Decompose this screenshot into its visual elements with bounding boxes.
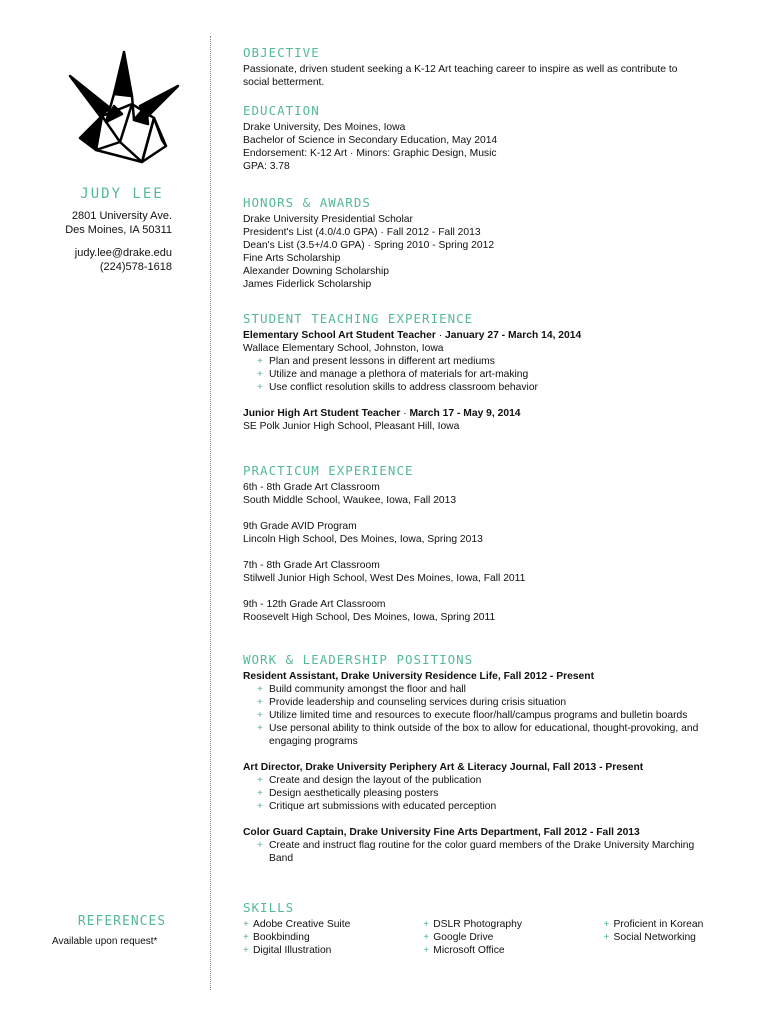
practicum-title: 6th - 8th Grade Art Classroom	[243, 482, 380, 493]
job-title-text: Elementary School Art Student Teacher	[243, 330, 436, 341]
list-item: + Utilize limited time and resources to execute floor/hall/campus programs and bulletin boards	[243, 709, 723, 722]
practicum-title: 7th - 8th Grade Art Classroom	[243, 560, 380, 571]
skill-item: + Digital Illustration	[243, 944, 423, 957]
job-dates: January 27 - March 14, 2014	[444, 330, 582, 341]
education-line: Endorsement: K-12 Art · Minors: Graphic Design, Music	[243, 148, 497, 159]
skills-list	[243, 918, 723, 957]
list-item: + Utilize and manage a plethora of materials for art-making	[243, 368, 723, 381]
list-item: + Use conflict resolution skills to address classroom behavior	[243, 381, 723, 394]
skill-item: + Bookbinding	[243, 931, 423, 944]
honors-line: Alexander Downing Scholarship	[243, 266, 389, 277]
practicum-place: Lincoln High School, Des Moines, Iowa, Spring 2013	[243, 534, 483, 545]
address-line1: 2801 University Ave.	[71, 210, 172, 222]
practicum-section	[243, 464, 723, 624]
job-title: Elementary School Art Student Teacher · January 27 - March 14, 2014	[243, 330, 582, 341]
student-teaching-section	[243, 312, 723, 433]
objective-text: Passionate, driven student seeking a K-12 Art teaching career to inspire as well as contribute to social betterment.	[243, 64, 678, 88]
education-line: Bachelor of Science in Secondary Education, May 2014	[243, 135, 498, 146]
contact-info	[65, 209, 172, 274]
references-heading: REFERENCES	[77, 914, 167, 929]
list-item: + Create and design the layout of the publication	[243, 774, 723, 787]
objective-heading: OBJECTIVE	[243, 45, 320, 60]
job-title: Art Director, Drake University Periphery Art & Literacy Journal, Fall 2013 - Present	[243, 762, 644, 773]
work-section	[243, 653, 723, 865]
references-text: Available upon request*	[52, 936, 158, 947]
job-bullets	[243, 355, 723, 394]
list-item: + Use personal ability to think outside of the box to allow for educational, thought-provoking, and engaging programs	[243, 722, 709, 748]
list-item: + Build community amongst the floor and hall	[243, 683, 723, 696]
address-line2: Des Moines, IA 50311	[65, 224, 172, 236]
skill-item: + Proficient in Korean	[604, 918, 724, 931]
honors-line: President's List (4.0/4.0 GPA) · Fall 2012 - Fall 2013	[243, 227, 481, 238]
list-item: + Design aesthetically pleasing posters	[243, 787, 723, 800]
email-link[interactable]: judy.lee@drake.edu	[74, 247, 172, 259]
honors-line: James Fiderlick Scholarship	[243, 279, 372, 290]
skills-column	[243, 918, 423, 957]
list-item: + Critique art submissions with educated perception	[243, 800, 723, 813]
practicum-place: South Middle School, Waukee, Iowa, Fall 2013	[243, 495, 457, 506]
job-dates: March 17 - May 9, 2014	[409, 408, 521, 419]
practicum-place: Stilwell Junior High School, West Des Moines, Iowa, Fall 2011	[243, 573, 526, 584]
job-bullets	[243, 839, 723, 865]
column-divider	[210, 36, 211, 990]
practicum-title: 9th - 12th Grade Art Classroom	[243, 599, 386, 610]
origami-star-logo	[62, 46, 182, 174]
job-place: SE Polk Junior High School, Pleasant Hill, Iowa	[243, 421, 460, 432]
skill-item: + Social Networking	[604, 931, 724, 944]
skills-section	[243, 901, 723, 957]
job-title: Junior High Art Student Teacher · March 17 - May 9, 2014	[243, 408, 521, 419]
candidate-name: JUDY LEE	[80, 186, 164, 202]
skills-column	[423, 918, 603, 957]
skills-column	[604, 918, 724, 957]
objective-section	[243, 46, 723, 89]
practicum-place: Roosevelt High School, Des Moines, Iowa, Spring 2011	[243, 612, 496, 623]
work-heading: WORK & LEADERSHIP POSITIONS	[243, 652, 474, 667]
education-line: Drake University, Des Moines, Iowa	[243, 122, 406, 133]
honors-section	[243, 196, 723, 291]
practicum-title: 9th Grade AVID Program	[243, 521, 357, 532]
education-heading: EDUCATION	[243, 103, 320, 118]
honors-heading: HONORS & AWARDS	[243, 195, 371, 210]
skill-item: + Adobe Creative Suite	[243, 918, 423, 931]
job-title: Resident Assistant, Drake University Residence Life, Fall 2012 - Present	[243, 671, 594, 682]
job-bullets	[243, 774, 723, 813]
job-title: Color Guard Captain, Drake University Fine Arts Department, Fall 2012 - Fall 2013	[243, 827, 640, 838]
job-title-text: Junior High Art Student Teacher	[243, 408, 401, 419]
honors-line: Drake University Presidential Scholar	[243, 214, 413, 225]
list-item: + Provide leadership and counseling services during crisis situation	[243, 696, 723, 709]
education-line: GPA: 3.78	[243, 161, 290, 172]
skill-item: + DSLR Photography	[423, 918, 603, 931]
honors-line: Dean's List (3.5+/4.0 GPA) · Spring 2010 - Spring 2012	[243, 240, 495, 251]
skill-item: + Microsoft Office	[423, 944, 603, 957]
job-place: Wallace Elementary School, Johnston, Iowa	[243, 343, 444, 354]
honors-line: Fine Arts Scholarship	[243, 253, 341, 264]
education-section	[243, 104, 723, 173]
skill-item: + Google Drive	[423, 931, 603, 944]
practicum-heading: PRACTICUM EXPERIENCE	[243, 463, 414, 478]
list-item: + Create and instruct flag routine for the color guard members of the Drake University Marching Band	[243, 839, 719, 865]
phone-number: (224)578-1618	[99, 261, 172, 273]
skills-heading: SKILLS	[243, 900, 295, 915]
student-teaching-heading: STUDENT TEACHING EXPERIENCE	[243, 311, 474, 326]
list-item: + Plan and present lessons in different art mediums	[243, 355, 723, 368]
job-bullets	[243, 683, 723, 748]
